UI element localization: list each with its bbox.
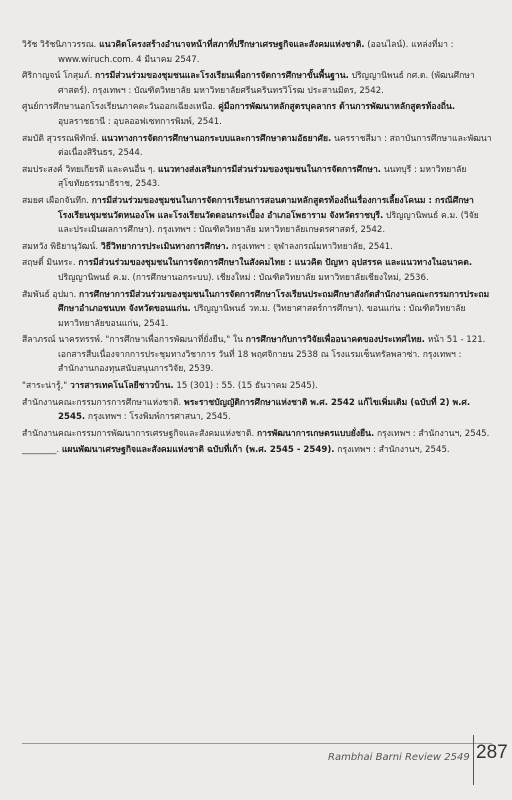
reference-entry: วิรัช วิรัชนิภาวรรณ. แนวคิดโครงสร้างอำนาจหน้าที่สภาที่ปรึกษาเศรษฐกิจและสังคมแห่งชาติ. (ออนไลน์). แหล่งที่มา : www.wiruch.com. 4 มีนาคม 2547. [22,40,454,65]
reference-entry: ศูนย์การศึกษานอกโรงเรียนภาคตะวันออกเฉียงเหนือ. คู่มือการพัฒนาหลักสูตรบุคลากร ด้านการพัฒนาหลักสูตรท้องถิ่น. อุบลราชธานี : อุบลออฟเซทการพิมพ์, 2541. [22,102,456,127]
page-number: 287 [476,742,508,763]
reference-entry: สมหวัง พิธิยานุวัฒน์. วิธีวิทยาการประเมินทางการศึกษา. กรุงเทพฯ : จุฬาลงกรณ์มหาวิทยาลัย, 2541. [22,241,393,252]
reference-entry: สมยศ เผือกจันทึก. การมีส่วนร่วมของชุมชนในการจัดการเรียนการสอนตามหลักสูตรท้องถิ่นเรื่องการเลี้ยงโคนม : กรณีศึกษาโรงเรียนชุมชนวัดหนองโพ และโรงเรียนวัดดอนกระเบื้อง อำเภอโพธาราม จังหวัดราชบุรี. ปริญญานิพนธ์ ค.ม. (วิจัยและประเมินผลการศึกษา). กรุงเทพฯ : บัณฑิตวิทยาลัย มหาวิทยาลัยเกษตรศาสตร์, 2542. [22,195,479,236]
reference-entry: "สาระน่ารู้," วารสารเทคโนโลยีชาวบ้าน. 15 (301) : 55. (15 ธันวาคม 2545). [22,381,318,392]
reference-list [22,38,492,458]
footer-vertical-divider [473,735,474,785]
reference-entry: สีลาภรณ์ นาครทรรพ์. "การศึกษาเพื่อการพัฒนาที่ยั่งยืน," ใน การศึกษากับการวิจัยเพื่ออนาคตของประเทศไทย. หน้า 51 - 121. เอกสารสืบเนื่องจากการประชุมทางวิชาการ วันที่ 18 พฤศจิกายน 2538 ณ โรงแรมเซ็นทรัลพลาซ่า. กรุงเทพฯ : สำนักงานกองทุนสนับสนุนการวิจัย, 2539. [22,335,486,375]
reference-entry: ศิริกาญจน์ โกสุมภ์. การมีส่วนร่วมของชุมชนและโรงเรียนเพื่อการจัดการศึกษาขั้นพื้นฐาน. ปริญญานิพนธ์ กศ.ด. (พัฒนศึกษาศาสตร์). กรุงเทพฯ : บัณฑิตวิทยาลัย มหาวิทยาลัยศรีนครินทรวิโรฒ ประสานมิตร, 2542. [22,71,475,96]
reference-entry: สัมพันธ์ อุปมา. การศึกษาการมีส่วนร่วมของชุมชนในการจัดการศึกษาโรงเรียนประถมศึกษาสังกัดสำนักงานคณะกรรมการประถมศึกษาอำเภอชนบท จังหวัดขอนแก่น. ปริญญานิพนธ์ วท.ม. (วิทยาศาสตร์การศึกษา). ขอนแก่น : บัณฑิตวิทยาลัย มหาวิทยาลัยขอนแก่น, 2541. [22,289,490,329]
reference-entry: ________. แผนพัฒนาเศรษฐกิจและสังคมแห่งชาติ ฉบับที่เก้า (พ.ศ. 2545 - 2549). กรุงเทพฯ : สำนักงานฯ, 2545. [22,445,450,456]
journal-name: Rambhai Barni Review 2549 [328,752,470,763]
reference-entry: สมบัติ สุวรรณพิทักษ์. แนวทางการจัดการศึกษานอกระบบและการศึกษาตามอัธยาศัย. นครราชสีมา : สถาบันการศึกษาและพัฒนาต่อเนื่องสิรินธร, 2544. [22,133,492,159]
reference-entry: สำนักงานคณะกรรมการการศึกษาแห่งชาติ. พระราชบัญญัติการศึกษาแห่งชาติ พ.ศ. 2542 แก้ไขเพิ่มเติม (ฉบับที่ 2) พ.ศ. 2545. กรุงเทพฯ : โรงพิมพ์การศาสนา, 2545. [22,397,471,423]
footer-divider [22,743,492,744]
reference-entry: สฤษดิ์ มินทระ. การมีส่วนร่วมของชุมชนในการจัดการศึกษาในสังคมไทย : แนวคิด ปัญหา อุปสรรค และแนวทางในอนาคต. ปริญญานิพนธ์ ค.ม. (การศึกษานอกระบบ). เชียงใหม่ : บัณฑิตวิทยาลัย มหาวิทยาลัยเชียงใหม่, 2536. [22,258,473,283]
reference-entry: สมประสงค์ วิทยเกียรติ และคนอื่น ๆ. แนวทางส่งเสริมการมีส่วนร่วมของชุมชนในการจัดการศึกษา. นนทบุรี : มหาวิทยาลัยสุโขทัยธรรมาธิราช, 2543. [22,164,467,190]
reference-entry: สำนักงานคณะกรรมการพัฒนาการเศรษฐกิจและสังคมแห่งชาติ. การพัฒนาการเกษตรแบบยั่งยืน. กรุงเทพฯ : สำนักงานฯ, 2545. [22,428,490,439]
